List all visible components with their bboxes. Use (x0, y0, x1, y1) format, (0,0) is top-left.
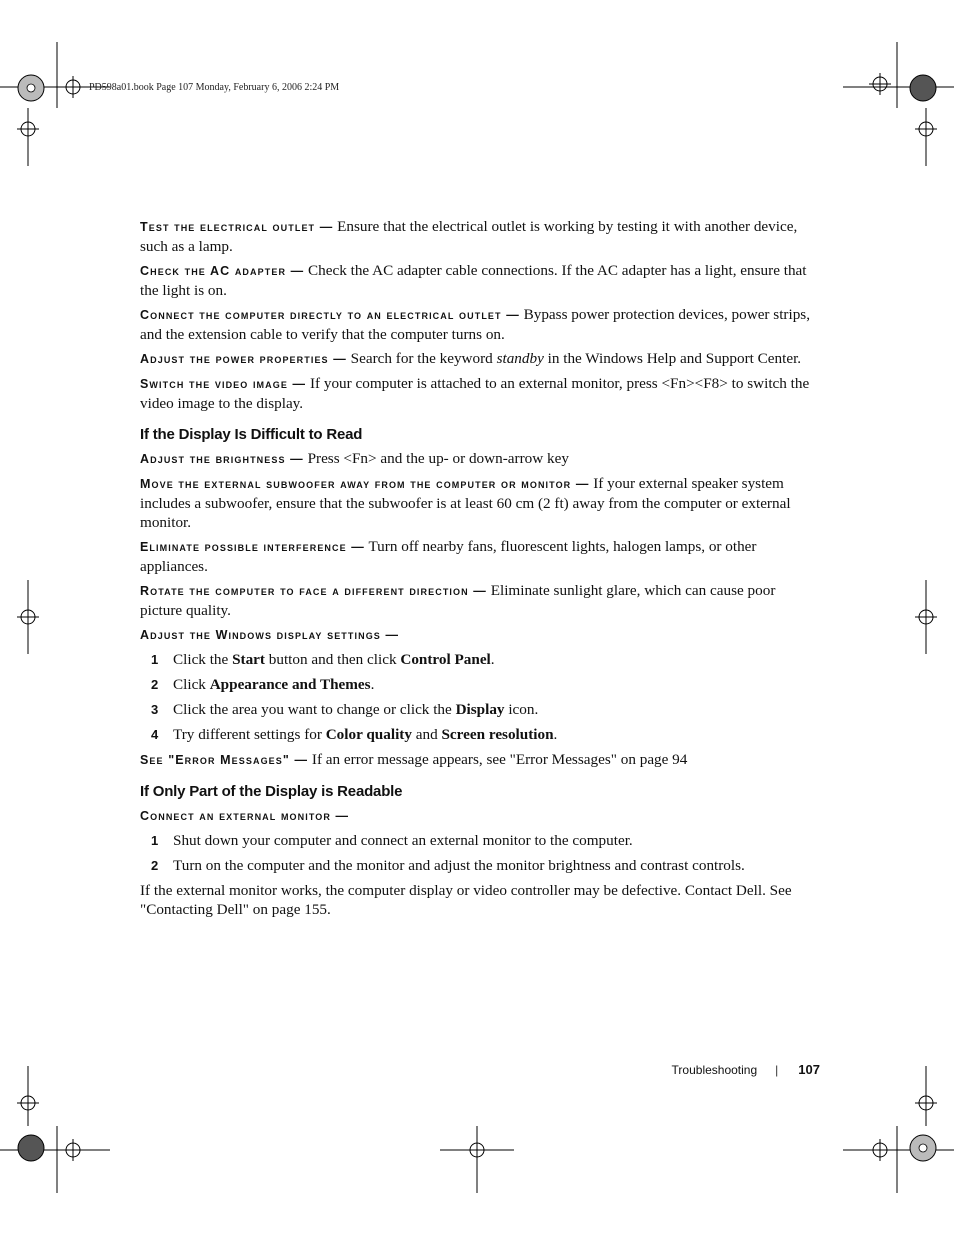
ui-term: Start (232, 651, 265, 668)
tip-paragraph (140, 474, 820, 532)
windows-steps-list (140, 650, 820, 744)
ui-term: Display (455, 701, 505, 718)
tip-lead: See "Error Messages" — (140, 753, 309, 767)
footer-section-name: Troubleshooting (671, 1062, 758, 1077)
tip-lead: Check the AC adapter — (140, 264, 305, 278)
tip-lead: Test the electrical outlet — (140, 220, 334, 234)
step-text: . (490, 651, 495, 668)
ui-term: Appearance and Themes (209, 676, 371, 693)
tip-text: Turn off nearby fans, fluorescent lights, halogen lamps, or other appliances. (140, 538, 757, 575)
tip-lead: Connect an external monitor — (140, 809, 350, 823)
tip-lead: Rotate the computer to face a different direction — (140, 584, 487, 598)
tip-lead: Eliminate possible interference — (140, 540, 365, 554)
step-number: 4 (151, 727, 159, 742)
step-text: and (415, 726, 438, 743)
connect-steps-list (140, 831, 820, 875)
step-text: icon. (508, 701, 539, 718)
step-text: Click the (173, 651, 229, 668)
tip-text: If an error message appears, see "Error Messages" on page 94 (311, 751, 688, 768)
list-item (140, 700, 820, 719)
heading-part-readable: If Only Part of the Display is Readable (140, 783, 403, 800)
list-item (140, 831, 820, 850)
step-text: Click the area you want to change or click the (173, 701, 452, 718)
step-text: . (370, 676, 375, 693)
ui-term: Screen resolution (441, 726, 554, 743)
ui-term: Color quality (325, 726, 412, 743)
connect-monitor-lead-paragraph (140, 806, 820, 826)
tip-text: Check the AC adapter cable connections. If the AC adapter has a light, ensure that the light is on. (140, 262, 807, 299)
tip-paragraph (140, 349, 820, 369)
tip-lead: Switch the video image — (140, 377, 307, 391)
tip-text: If your external speaker system includes a subwoofer, ensure that the subwoofer is at least 60 cm (2 ft) away from the computer or external monitor. (140, 475, 791, 531)
list-item (140, 675, 820, 694)
step-text: button and then click (268, 651, 397, 668)
page-content (140, 217, 820, 924)
step-number: 1 (151, 833, 159, 848)
step-number: 1 (151, 652, 159, 667)
step-text: Turn on the computer and the monitor and adjust the monitor brightness and contrast controls. (173, 857, 745, 874)
tip-paragraph (140, 261, 820, 300)
windows-settings-lead-paragraph (140, 625, 820, 645)
step-number: 2 (151, 858, 159, 873)
tip-paragraph (140, 305, 820, 344)
tip-text: Eliminate sunlight glare, which can cause poor picture quality. (140, 582, 776, 619)
tip-lead: Connect the computer directly to an electrical outlet — (140, 308, 520, 322)
tip-paragraph (140, 537, 820, 576)
tip-lead: Move the external subwoofer away from the computer or monitor — (140, 477, 590, 491)
list-item (140, 650, 820, 669)
step-text: Click (173, 676, 206, 693)
step-text: Try different settings for (173, 726, 322, 743)
tip-text: Press <Fn> and the up- or down-arrow key (307, 450, 569, 467)
page-footer (672, 1062, 820, 1077)
closing-paragraph: If the external monitor works, the computer display or video controller may be defective. Contact Dell. See "Contacting Dell" on page 155. (140, 882, 792, 918)
tip-lead: Adjust the power properties — (140, 352, 347, 366)
tip-lead: Adjust the brightness — (140, 452, 304, 466)
file-info-header: PD598a01.book Page 107 Monday, February 6, 2006 2:24 PM (89, 82, 340, 93)
step-number: 3 (151, 702, 159, 717)
tip-paragraph (140, 374, 820, 413)
heading-display-difficult: If the Display Is Difficult to Read (140, 426, 363, 443)
tip-text: Search for the keyword (350, 350, 493, 367)
step-number: 2 (151, 677, 159, 692)
tip-paragraph (140, 449, 820, 469)
step-text: . (553, 726, 558, 743)
list-item (140, 856, 820, 875)
tip-text: If your computer is attached to an external monitor, press <Fn><F8> to switch the video image to the display. (140, 375, 810, 412)
tip-text: Ensure that the electrical outlet is working by testing it with another device, such as a lamp. (140, 218, 798, 255)
tip-lead: Adjust the Windows display settings — (140, 628, 400, 642)
tip-text: in the Windows Help and Support Center. (547, 350, 802, 367)
tip-paragraph (140, 750, 820, 770)
keyword-standby: standby (496, 350, 544, 367)
page-number: 107 (798, 1062, 820, 1077)
footer-separator: | (775, 1062, 779, 1077)
tip-paragraph (140, 217, 820, 256)
tip-paragraph (140, 581, 820, 620)
ui-term: Control Panel (400, 651, 491, 668)
tip-text: Bypass power protection devices, power strips, and the extension cable to verify that the computer turns on. (140, 306, 810, 343)
list-item (140, 725, 820, 744)
step-text: Shut down your computer and connect an external monitor to the computer. (173, 832, 633, 849)
